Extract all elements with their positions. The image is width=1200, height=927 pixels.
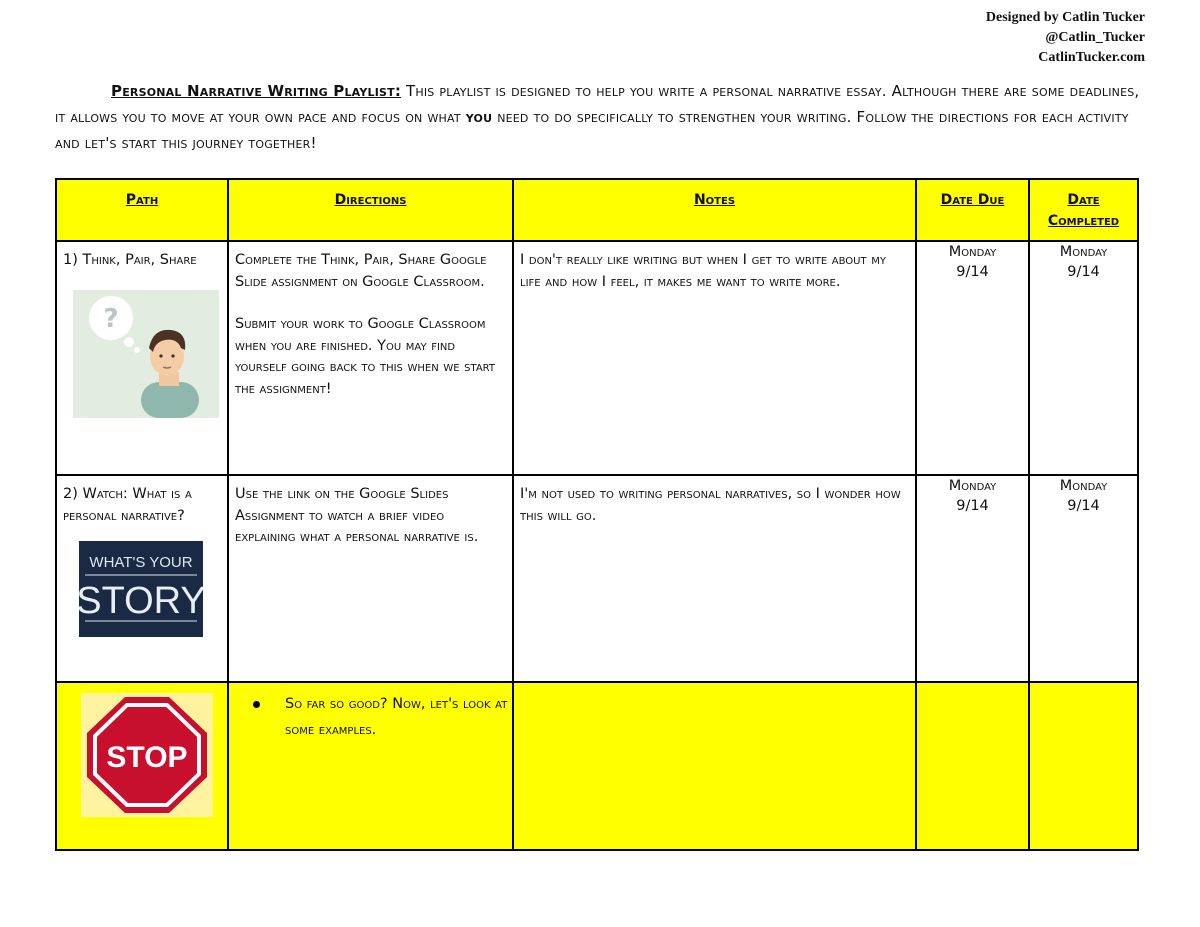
twitter-handle: @Catlin_Tucker (1045, 30, 1145, 45)
directions-text: Complete the Think, Pair, Share Google Slide assignment on Google Classroom. (235, 252, 487, 290)
date-completed-cell (1029, 475, 1138, 682)
whats-your-story-image (79, 541, 203, 637)
svg-text:?: ? (103, 303, 119, 334)
intro-paragraph (55, 78, 1150, 156)
credits-block (986, 8, 1145, 68)
stop-bullet-text: So far so good? Now, let's look at some examples. (285, 696, 508, 738)
path-cell (56, 241, 228, 475)
header-notes: Notes (513, 179, 916, 241)
header-date-completed: Date Completed (1029, 179, 1138, 241)
notes-cell[interactable] (513, 475, 916, 682)
notes-text: I don't really like writing but when I get to write about my life and how I feel, it makes me want to write more. (520, 252, 886, 290)
playlist-title: Personal Narrative Writing Playlist: (111, 82, 402, 100)
table-header-row (56, 179, 1138, 241)
thinking-person-question-icon (73, 290, 219, 418)
stop-sign-icon (81, 693, 213, 817)
date-completed-cell (1029, 241, 1138, 475)
directions-text: Submit your work to Google Classroom when you are finished. You may find yourself going back to this when we start the assignment! (235, 316, 495, 397)
notes-cell[interactable] (513, 241, 916, 475)
stop-directions-cell (228, 682, 513, 850)
stop-date-due-cell (916, 682, 1029, 850)
date-completed: Monday 9/14 (1059, 478, 1108, 514)
designer-credit: Designed by Catlin Tucker (985, 10, 1145, 25)
table-row (56, 475, 1138, 682)
date-due-cell (916, 241, 1029, 475)
stop-notes-cell (513, 682, 916, 850)
header-date-due: Date Due (916, 179, 1029, 241)
list-item (229, 691, 512, 743)
notes-text: I'm not used to writing personal narratives, so I wonder how this will go. (520, 486, 901, 524)
bullet-icon (253, 701, 260, 708)
path-label: 1) Think, Pair, Share (63, 252, 197, 268)
website-credit: CatlinTucker.com (1038, 50, 1145, 65)
image-caption-top: WHAT'S YOUR (89, 554, 193, 571)
path-label: 2) Watch: What is a personal narrative? (63, 486, 192, 524)
stop-bullet-list (229, 683, 512, 743)
date-completed: Monday 9/14 (1059, 244, 1108, 280)
date-due-cell (916, 475, 1029, 682)
date-due: Monday 9/14 (948, 478, 997, 514)
stop-sign-text: STOP (106, 741, 188, 774)
header-directions: Directions (228, 179, 513, 241)
directions-cell (228, 475, 513, 682)
directions-text: Use the link on the Google Slides Assignment to watch a brief video explaining what a personal narrative is. (235, 486, 479, 545)
stop-row (56, 682, 1138, 850)
header-path: Path (56, 179, 228, 241)
intro-text-part2: need to do specifically to strengthen your writing. Follow the directions for each activity and let's start this journey together! (55, 108, 1129, 152)
stop-sign-cell (56, 682, 228, 850)
playlist-table (55, 178, 1139, 851)
intro-emphasis: you (465, 108, 493, 126)
image-caption-bottom: STORY (79, 580, 203, 622)
stop-date-completed-cell (1029, 682, 1138, 850)
path-cell (56, 475, 228, 682)
table-row (56, 241, 1138, 475)
directions-cell (228, 241, 513, 475)
intro-text-part1: This playlist is designed to help you write a personal narrative essay. Although there are some deadlines, it allows you to move at your own pace and focus on what (55, 82, 1140, 126)
date-due: Monday 9/14 (948, 244, 997, 280)
